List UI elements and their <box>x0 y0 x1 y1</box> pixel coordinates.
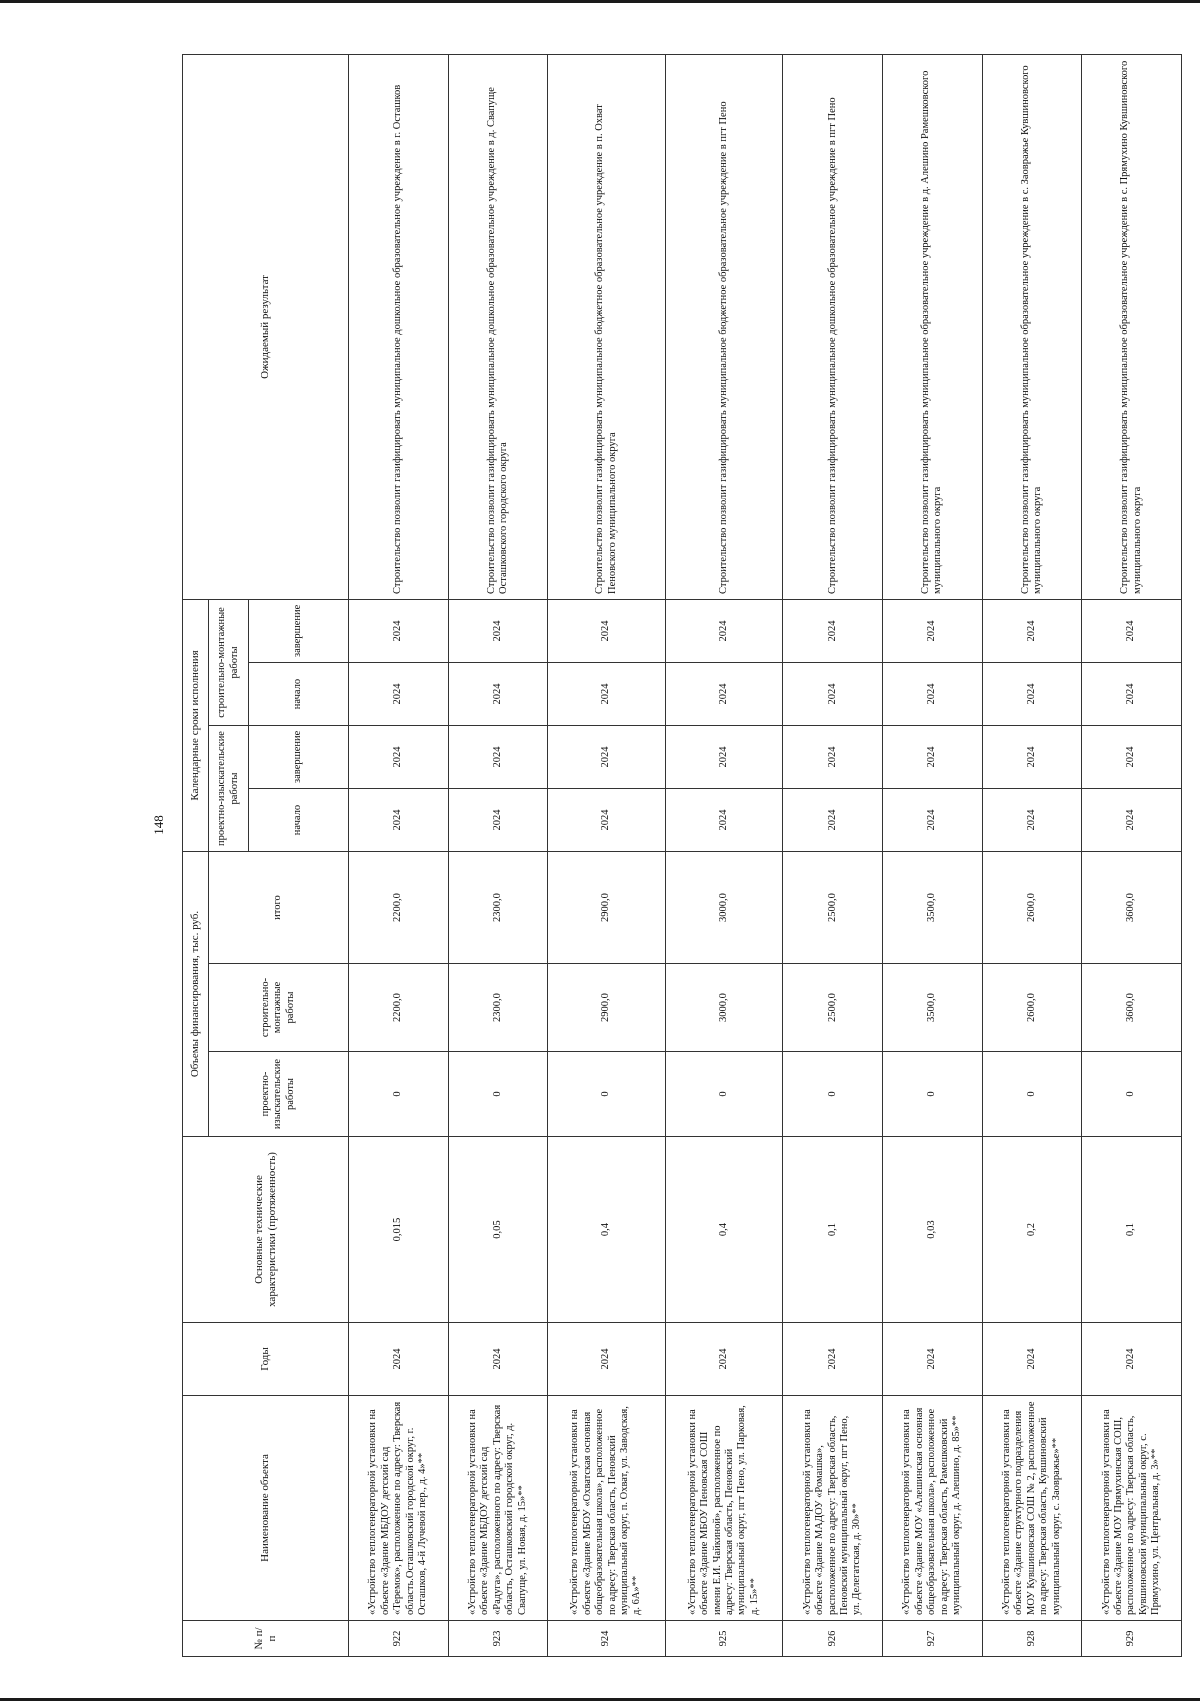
header-design-survey: проектно-изыскательские работы <box>209 726 249 852</box>
row-fin-total: 2300,0 <box>448 852 548 964</box>
header-financing: Объемы финансирования, тыс. руб. <box>183 852 209 1137</box>
table-row <box>349 54 449 1656</box>
row-fin-construction: 3600,0 <box>1082 964 1182 1052</box>
row-spec: 0,05 <box>448 1137 548 1323</box>
scan-edge-top <box>0 0 1200 3</box>
rotated-sheet <box>182 55 1182 1657</box>
row-fin-total: 2600,0 <box>982 852 1082 964</box>
row-fin-design: 0 <box>548 1052 666 1137</box>
row-design-end: 2024 <box>1082 726 1182 789</box>
row-design-end: 2024 <box>548 726 666 789</box>
header-design-start: начало <box>249 789 349 852</box>
table-row <box>1082 54 1182 1656</box>
row-num: 925 <box>665 1621 783 1657</box>
row-year: 2024 <box>982 1323 1082 1396</box>
row-construction-end: 2024 <box>982 599 1082 662</box>
row-fin-design: 0 <box>448 1052 548 1137</box>
row-expected-result: Строительство позволит газифицировать муниципальное бюджетное образовательное учреждение в пгт Пено <box>665 54 783 599</box>
row-construction-end: 2024 <box>448 599 548 662</box>
row-spec: 0,4 <box>665 1137 783 1323</box>
row-design-end: 2024 <box>448 726 548 789</box>
row-num: 929 <box>1082 1621 1182 1657</box>
row-design-end: 2024 <box>783 726 883 789</box>
row-fin-design: 0 <box>883 1052 983 1137</box>
row-construction-start: 2024 <box>448 663 548 726</box>
table-body <box>349 54 1182 1656</box>
row-object-name: «Устройство теплогенераторной установки на объекте «Здание МБОУ Пеновская СОШ имени Е.И. Чайкиной», расположенное по адресу: Тверская область, Пеновский муниципальный округ, пгт Пено, ул. Парковая, д. 15»** <box>665 1396 783 1621</box>
header-construction-start: начало <box>249 663 349 726</box>
row-year: 2024 <box>883 1323 983 1396</box>
table-row <box>448 54 548 1656</box>
row-fin-construction: 2900,0 <box>548 964 666 1052</box>
row-fin-total: 2900,0 <box>548 852 666 964</box>
header-calendar: Календарные сроки исполнения <box>183 599 209 851</box>
row-design-start: 2024 <box>349 789 449 852</box>
objects-table <box>182 54 1182 1657</box>
row-design-end: 2024 <box>883 726 983 789</box>
row-construction-start: 2024 <box>349 663 449 726</box>
row-num: 924 <box>548 1621 666 1657</box>
row-object-name: «Устройство теплогенераторной установки на объекте «Здание структурного подразделения МОУ Кувшиновская СОШ № 2, расположенное по адресу: Тверская область, Кувшиновский муниципальный округ, с. Заовражье»** <box>982 1396 1082 1621</box>
header-name: Наименование объекта <box>183 1396 349 1621</box>
row-spec: 0,015 <box>349 1137 449 1323</box>
row-fin-construction: 3500,0 <box>883 964 983 1052</box>
row-year: 2024 <box>1082 1323 1182 1396</box>
row-year: 2024 <box>548 1323 666 1396</box>
row-object-name: «Устройство теплогенераторной установки на объекте «Здание МБОУ «Охватская основная общеобразовательная школа», расположенное по адресу: Тверская область, Пеновский муниципальный округ, п. Охват, ул. Заводская, д. 6А»** <box>548 1396 666 1621</box>
row-design-end: 2024 <box>665 726 783 789</box>
row-fin-construction: 2500,0 <box>783 964 883 1052</box>
row-fin-construction: 2300,0 <box>448 964 548 1052</box>
row-year: 2024 <box>665 1323 783 1396</box>
row-num: 923 <box>448 1621 548 1657</box>
row-num: 922 <box>349 1621 449 1657</box>
row-construction-start: 2024 <box>783 663 883 726</box>
row-fin-total: 3500,0 <box>883 852 983 964</box>
row-fin-construction: 2600,0 <box>982 964 1082 1052</box>
row-construction-end: 2024 <box>349 599 449 662</box>
row-fin-total: 2500,0 <box>783 852 883 964</box>
row-design-start: 2024 <box>883 789 983 852</box>
row-design-end: 2024 <box>982 726 1082 789</box>
row-expected-result: Строительство позволит газифицировать муниципальное дошкольное образовательное учреждение в г. Осташков <box>349 54 449 599</box>
row-fin-construction: 3000,0 <box>665 964 783 1052</box>
header-design-end: завершение <box>249 726 349 789</box>
row-fin-design: 0 <box>349 1052 449 1137</box>
table-row <box>783 54 883 1656</box>
row-object-name: «Устройство теплогенераторной установки на объекте «Здание МОУ Прямухинская СОШ, расположенное по адресу: Тверская область, Кувшиновский муниципальный округ, с. Прямухино, ул. Центральная, д. 3»** <box>1082 1396 1182 1621</box>
row-design-start: 2024 <box>783 789 883 852</box>
table-row <box>665 54 783 1656</box>
row-design-start: 2024 <box>448 789 548 852</box>
row-num: 928 <box>982 1621 1082 1657</box>
row-year: 2024 <box>783 1323 883 1396</box>
row-construction-start: 2024 <box>1082 663 1182 726</box>
row-spec: 0,2 <box>982 1137 1082 1323</box>
row-fin-total: 3600,0 <box>1082 852 1182 964</box>
row-year: 2024 <box>349 1323 449 1396</box>
row-design-start: 2024 <box>982 789 1082 852</box>
header-specs: Основные технические характеристики (протяженность) <box>183 1137 349 1323</box>
row-construction-end: 2024 <box>665 599 783 662</box>
row-construction-end: 2024 <box>883 599 983 662</box>
table-row <box>548 54 666 1656</box>
row-object-name: «Устройство теплогенераторной установки на объекте «Здание МБДОУ детский сад «Теремок», расположенное по адресу: Тверская область.Осташковский городской округ, г. Осташков, 4-й Лучевой пер., д. 4»** <box>349 1396 449 1621</box>
page-number: 148 <box>151 815 166 835</box>
row-construction-end: 2024 <box>1082 599 1182 662</box>
row-construction-start: 2024 <box>982 663 1082 726</box>
row-fin-design: 0 <box>665 1052 783 1137</box>
row-construction-start: 2024 <box>665 663 783 726</box>
row-spec: 0,03 <box>883 1137 983 1323</box>
header-fin-design: проектно-изыскательские работы <box>209 1052 349 1137</box>
row-fin-total: 2200,0 <box>349 852 449 964</box>
row-expected-result: Строительство позволит газифицировать муниципальное дошкольное образовательное учреждение в д. Свапуще Осташковского городского округа <box>448 54 548 599</box>
row-fin-total: 3000,0 <box>665 852 783 964</box>
row-num: 926 <box>783 1621 883 1657</box>
header-result: Ожидаемый результат <box>183 54 349 599</box>
row-construction-end: 2024 <box>783 599 883 662</box>
row-year: 2024 <box>448 1323 548 1396</box>
row-design-end: 2024 <box>349 726 449 789</box>
row-spec: 0,1 <box>783 1137 883 1323</box>
row-fin-design: 0 <box>1082 1052 1182 1137</box>
row-construction-start: 2024 <box>883 663 983 726</box>
row-design-start: 2024 <box>548 789 666 852</box>
row-fin-design: 0 <box>783 1052 883 1137</box>
row-expected-result: Строительство позволит газифицировать муниципальное образовательное учреждение в д. Алешино Рамешковского муниципального округа <box>883 54 983 599</box>
row-expected-result: Строительство позволит газифицировать муниципальное бюджетное образовательное учреждение в п. Охват Пеновского муниципального округа <box>548 54 666 599</box>
table-row <box>883 54 983 1656</box>
row-spec: 0,4 <box>548 1137 666 1323</box>
header-fin-construction: строительно-монтажные работы <box>209 964 349 1052</box>
table-row <box>982 54 1082 1656</box>
row-construction-end: 2024 <box>548 599 666 662</box>
row-expected-result: Строительство позволит газифицировать муниципальное дошкольное образовательное учреждение в пгт Пено <box>783 54 883 599</box>
header-construction-installation: строительно-монтажные работы <box>209 599 249 725</box>
header-construction-end: завершение <box>249 599 349 662</box>
row-design-start: 2024 <box>665 789 783 852</box>
row-fin-design: 0 <box>982 1052 1082 1137</box>
header-years: Годы <box>183 1323 349 1396</box>
header-num: № п/п <box>183 1621 349 1657</box>
row-expected-result: Строительство позволит газифицировать муниципальное образовательное учреждение в с. Прямухино Кувшиновского муниципального округа <box>1082 54 1182 599</box>
header-fin-total: итого <box>209 852 349 964</box>
row-design-start: 2024 <box>1082 789 1182 852</box>
row-spec: 0,1 <box>1082 1137 1182 1323</box>
row-object-name: «Устройство теплогенераторной установки на объекте «Здание МБДОУ детский сад «Радуга», расположенного по адресу: Тверская область, Осташковский городской округ, д. Свапуще, ул. Новая, д. 15»** <box>448 1396 548 1621</box>
row-fin-construction: 2200,0 <box>349 964 449 1052</box>
row-object-name: «Устройство теплогенераторной установки на объекте «Здание МАДОУ «Ромашка», расположенное по адресу: Тверская область, Пеновский муниципальный округ, пгт Пено, ул. Делегатская, д. 30»** <box>783 1396 883 1621</box>
row-num: 927 <box>883 1621 983 1657</box>
row-object-name: «Устройство теплогенераторной установки на объекте «Здание МОУ «Алешинская основная общеобразовательная школа», расположенное по адресу: Тверская область, Рамешковский муниципальный округ, д. Алешино, д. 85»** <box>883 1396 983 1621</box>
row-construction-start: 2024 <box>548 663 666 726</box>
row-expected-result: Строительство позволит газифицировать муниципальное образовательное учреждение в с. Заовражье Кувшиновского муниципального округа <box>982 54 1082 599</box>
